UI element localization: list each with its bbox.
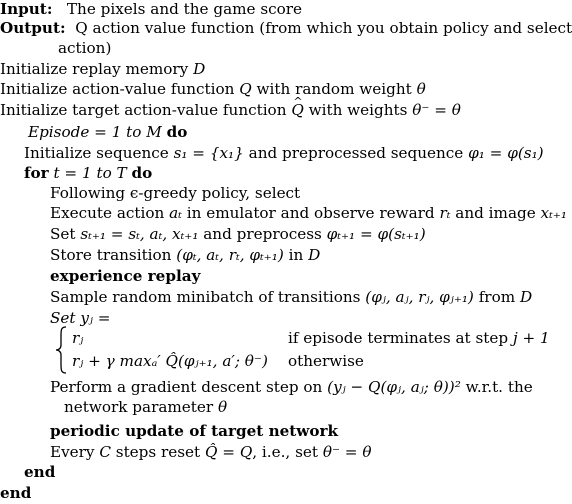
every-math: Q̂ = Q xyxy=(204,443,253,461)
store-text-b: in xyxy=(288,246,304,264)
store-math: (φₜ, aₜ, rₜ, φₜ₊₁) xyxy=(176,246,284,264)
var-d-sample: D xyxy=(519,288,533,306)
init-replay-text: Initialize replay memory xyxy=(0,60,189,78)
periodic-update-text: periodic update of target network xyxy=(50,422,339,440)
every-text-c: , i.e., set xyxy=(252,443,318,461)
var-at: aₜ xyxy=(169,204,182,222)
init-q-text-a: Initialize action-value function xyxy=(0,80,235,98)
var-d-store: D xyxy=(308,246,321,264)
sample-math: (φⱼ, aⱼ, rⱼ, φⱼ₊₁) xyxy=(365,288,474,306)
egreedy-line xyxy=(50,184,300,204)
kw-do-episode: do xyxy=(166,123,188,141)
input-label: Input: xyxy=(0,0,53,18)
gd-text-a: Perform a gradient descent step on xyxy=(50,378,323,396)
every-math2: θ⁻ = θ xyxy=(322,443,372,461)
gd-math: (yⱼ − Q(φⱼ, aⱼ; θ))² xyxy=(327,378,461,396)
var-d: D xyxy=(193,60,206,78)
case1-expr: rⱼ xyxy=(72,329,84,347)
store-text-a: Store transition xyxy=(50,246,172,264)
set-text-b: and preprocess xyxy=(203,225,322,243)
execute-line xyxy=(50,204,567,224)
var-rt: rₜ xyxy=(439,204,451,222)
output-label: Output: xyxy=(0,19,66,37)
experience-replay-text: experience replay xyxy=(50,267,201,285)
set-math: sₜ₊₁ = sₜ, aₜ, xₜ₊₁ xyxy=(80,225,199,243)
init-q-line xyxy=(0,80,426,100)
sample-text-b: from xyxy=(478,288,516,306)
egreedy-text: Following ϵ-greedy policy, select xyxy=(50,184,301,202)
episode-loop-line xyxy=(28,123,187,143)
gd-cont-line xyxy=(64,398,227,418)
t-range: t = 1 to T xyxy=(53,164,127,182)
case1-expr-line xyxy=(72,329,83,349)
for-loop-line xyxy=(24,164,152,184)
init-target-text-a: Initialize target action-value function xyxy=(0,101,287,119)
execute-text-a: Execute action xyxy=(50,204,165,222)
gd-cont-text: network parameter xyxy=(64,398,214,416)
var-theta: θ xyxy=(416,80,426,98)
input-text: The pixels and the game score xyxy=(66,0,303,18)
var-q: Q xyxy=(239,80,252,98)
set-yj-text: Set yⱼ = xyxy=(50,309,111,327)
set-text-a: Set xyxy=(50,225,76,243)
input-line xyxy=(0,0,302,20)
every-text-b: steps reset xyxy=(115,443,201,461)
every-text-a: Every xyxy=(50,443,95,461)
init-seq-math2: φ₁ = φ(s₁) xyxy=(468,144,544,162)
output-cont: action) xyxy=(58,39,112,57)
case2-cond: otherwise xyxy=(288,352,364,370)
execute-text-c: and image xyxy=(455,204,536,222)
store-line xyxy=(50,246,320,266)
output-cont-line xyxy=(58,39,111,59)
init-replay-line xyxy=(0,60,205,80)
case1-step: j + 1 xyxy=(512,329,550,347)
execute-text-b: in emulator and observe reward xyxy=(186,204,435,222)
end-inner-line xyxy=(24,463,55,483)
periodic-update-heading xyxy=(50,422,338,442)
case2-cond-line xyxy=(288,352,364,372)
set-math2: φₜ₊₁ = φ(sₜ₊₁) xyxy=(326,225,426,243)
var-xt1: xₜ₊₁ xyxy=(540,204,567,222)
case1-cond-line xyxy=(288,329,550,349)
sample-line xyxy=(50,288,532,308)
init-target-line xyxy=(0,101,461,121)
case1-cond: if episode terminates at step xyxy=(288,329,509,347)
init-seq-line xyxy=(24,144,544,164)
init-seq-text-b: and preprocessed sequence xyxy=(248,144,464,162)
every-line xyxy=(50,443,372,463)
var-theta-gd: θ xyxy=(217,398,228,416)
kw-do-for: do xyxy=(131,164,153,182)
init-seq-math: s₁ = {x₁} xyxy=(173,144,244,162)
end-outer-line xyxy=(0,484,31,504)
sample-text-a: Sample random minibatch of transitions xyxy=(50,288,361,306)
gd-line xyxy=(50,378,533,398)
init-target-text-b: with weights xyxy=(308,101,408,119)
episode-range: Episode = 1 to M xyxy=(28,123,162,141)
set-s-line xyxy=(50,225,426,245)
kw-end-outer: end xyxy=(0,484,32,502)
init-seq-text-a: Initialize sequence xyxy=(24,144,169,162)
kw-for: for xyxy=(24,164,49,182)
gd-text-b: w.r.t. the xyxy=(465,378,533,396)
case2-expr: rⱼ + γ maxₐ′ Q̂(φⱼ₊₁, a′; θ⁻) xyxy=(72,352,268,370)
cases-brace xyxy=(54,326,68,374)
output-text: Q action value function (from which you obtain policy and select xyxy=(75,19,572,37)
kw-end-inner: end xyxy=(24,463,56,481)
var-q-hat: ^ Q xyxy=(291,101,303,121)
var-c: C xyxy=(99,443,111,461)
init-q-text-b: with random weight xyxy=(256,80,412,98)
output-line xyxy=(0,19,572,39)
experience-replay-heading xyxy=(50,267,200,287)
case2-expr-line xyxy=(72,352,268,372)
theta-minus-eq: θ⁻ = θ xyxy=(412,101,461,119)
